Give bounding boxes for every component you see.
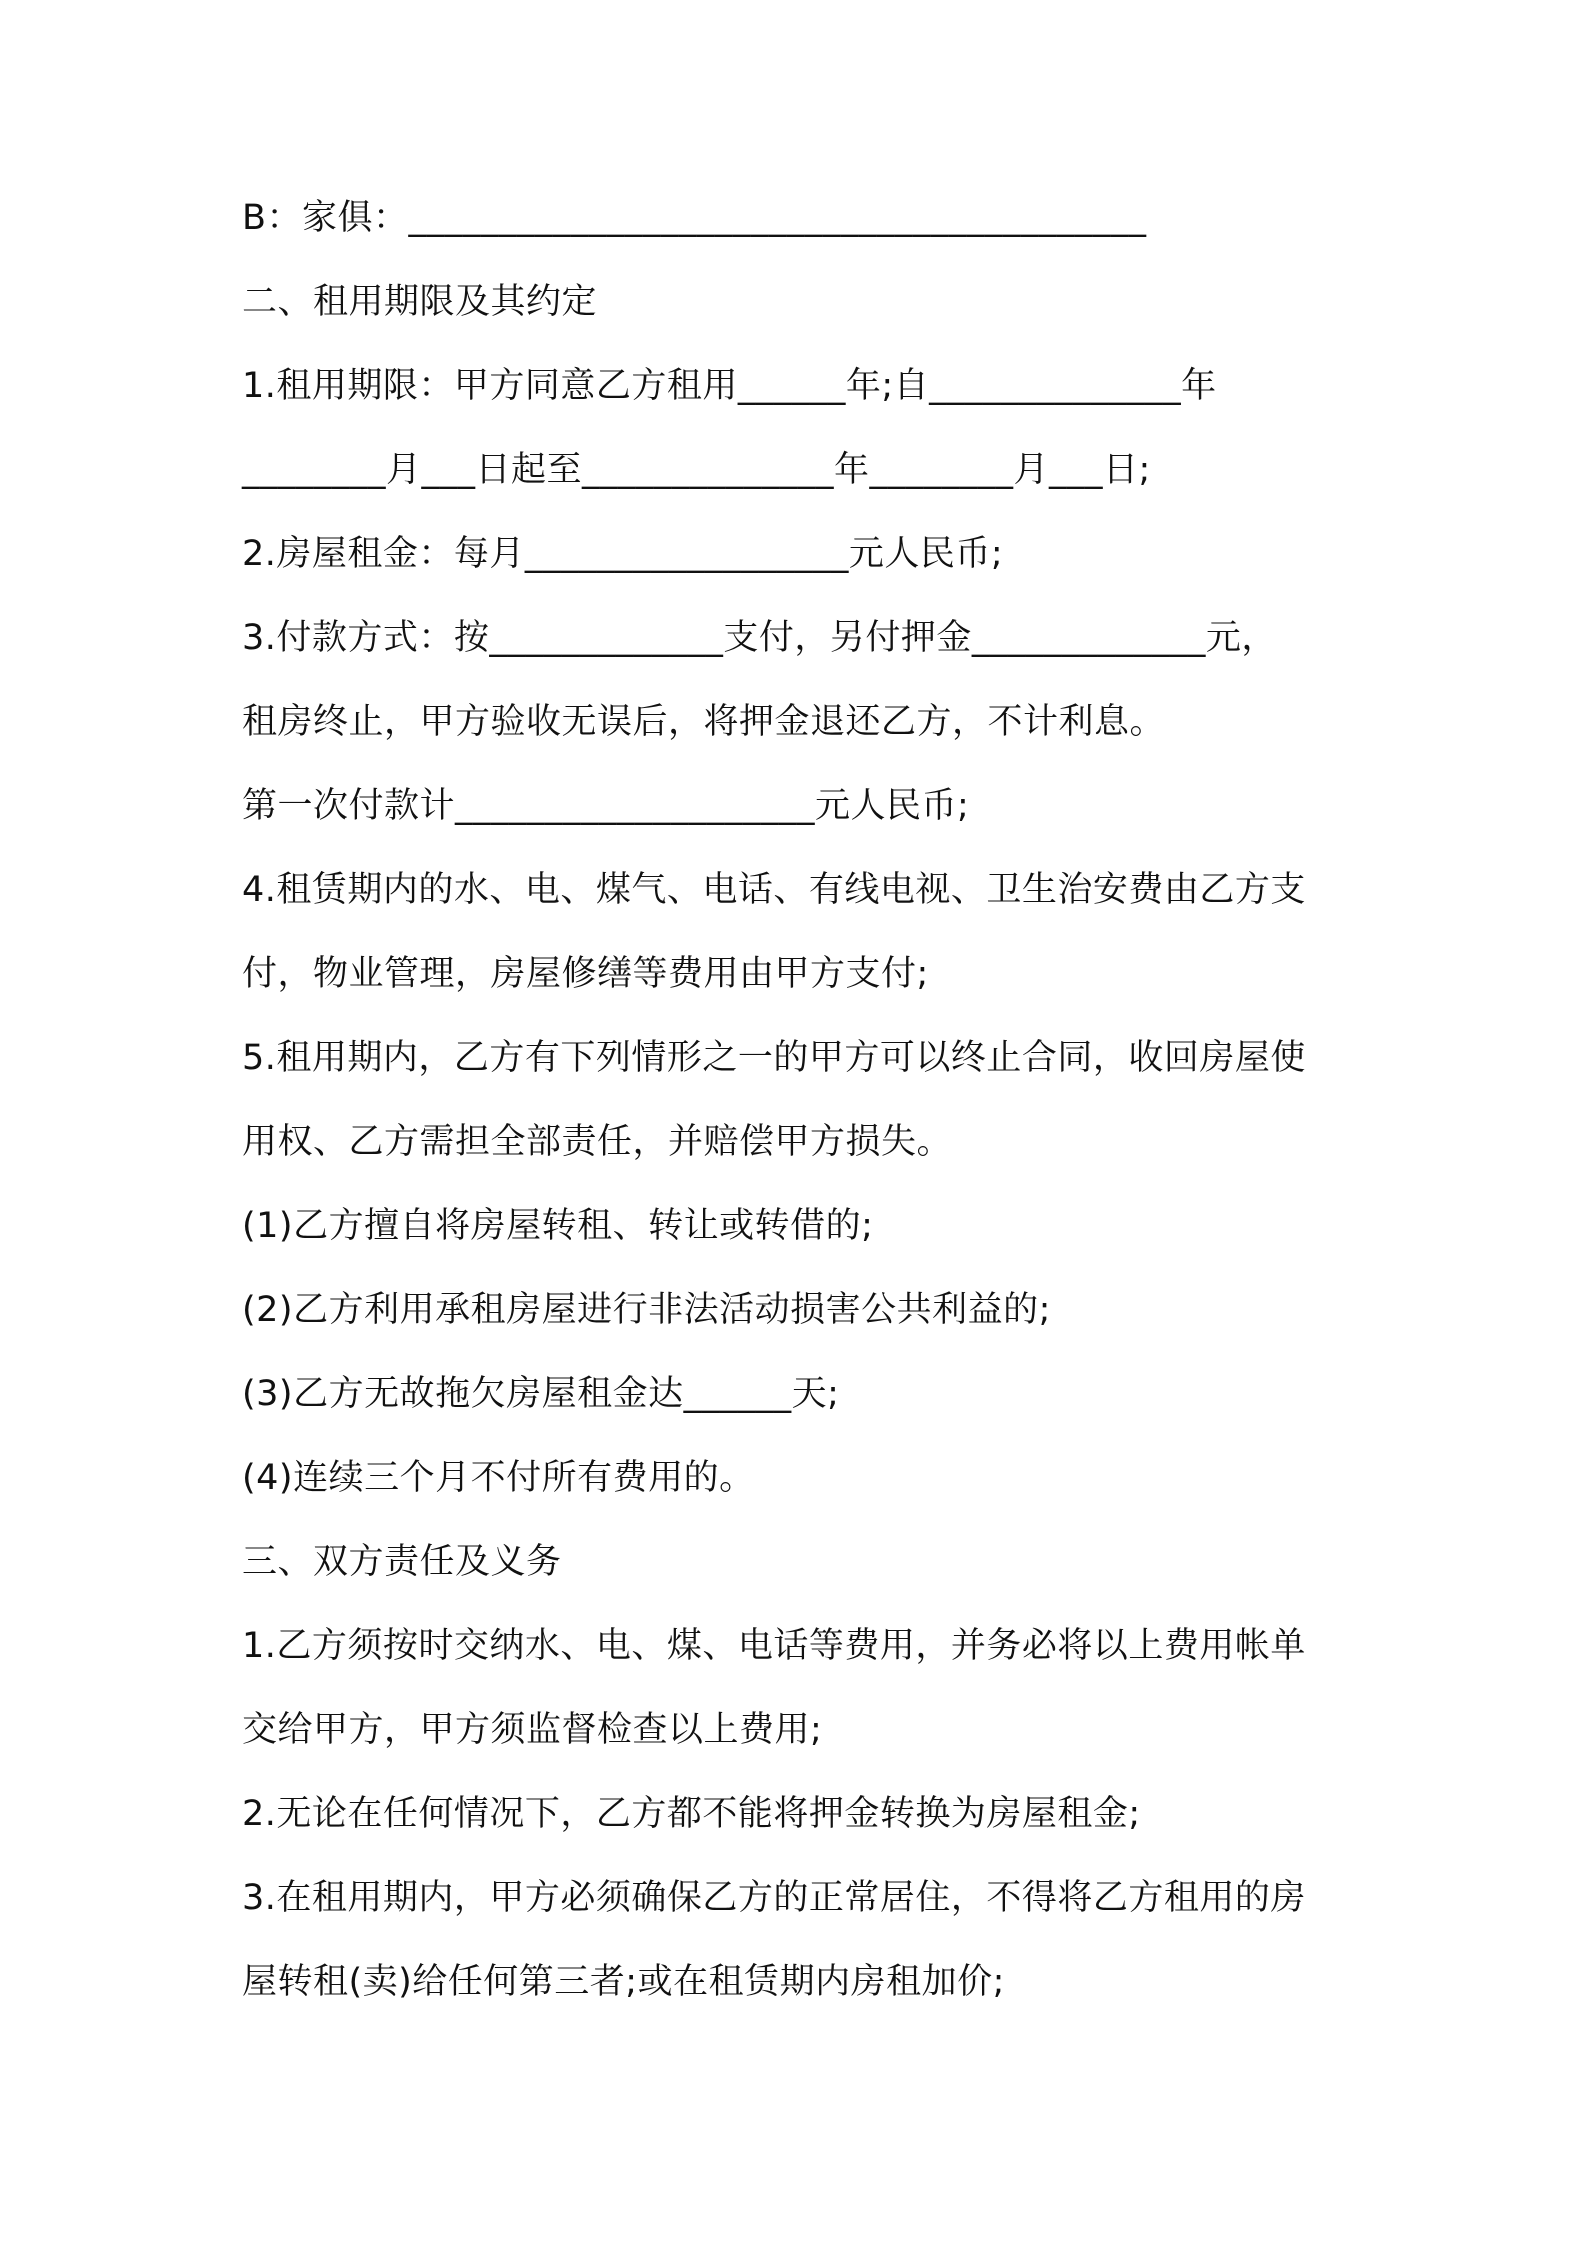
clause-item-4: (4)连续三个月不付所有费用的。 bbox=[242, 1458, 755, 1498]
termination-line-cont: 用权、乙方需担全部责任，并赔偿甲方损失。 bbox=[242, 1122, 953, 1162]
lease-term-line-cont: ________月___日起至______________年________月___日; bbox=[242, 450, 1151, 490]
rent-line: 2.房屋租金：每月__________________元人民币; bbox=[242, 534, 1004, 574]
utilities-line-cont: 付，物业管理，房屋修缮等费用由甲方支付; bbox=[242, 954, 929, 994]
duty-line-3-cont: 屋转租(卖)给任何第三者;或在租赁期内房租加价; bbox=[242, 1962, 1005, 2002]
document-body bbox=[242, 198, 1362, 2046]
duty-line-2: 2.无论在任何情况下，乙方都不能将押金转换为房屋租金; bbox=[242, 1794, 1141, 1834]
deposit-return-line: 租房终止，甲方验收无误后，将押金退还乙方，不计利息。 bbox=[242, 702, 1166, 742]
section-2-heading: 二、租用期限及其约定 bbox=[242, 282, 598, 322]
clause-item-1: (1)乙方擅自将房屋转租、转让或转借的; bbox=[242, 1206, 874, 1246]
duty-line-1-cont: 交给甲方，甲方须监督检查以上费用; bbox=[242, 1710, 823, 1750]
payment-method-line: 3.付款方式：按_____________支付，另付押金_____________元， bbox=[242, 618, 1277, 658]
utilities-line: 4.租赁期内的水、电、煤气、电话、有线电视、卫生治安费由乙方支 bbox=[242, 870, 1306, 910]
duty-line-3: 3.在租用期内，甲方必须确保乙方的正常居住，不得将乙方租用的房 bbox=[242, 1878, 1306, 1918]
clause-item-2: (2)乙方利用承租房屋进行非法活动损害公共利益的; bbox=[242, 1290, 1051, 1330]
section-3-heading: 三、双方责任及义务 bbox=[242, 1542, 562, 1582]
duty-line-1: 1.乙方须按时交纳水、电、煤、电话等费用，并务必将以上费用帐单 bbox=[242, 1626, 1306, 1666]
lease-term-line: 1.租用期限：甲方同意乙方租用______年;自______________年 bbox=[242, 366, 1217, 406]
termination-line: 5.租用期内，乙方有下列情形之一的甲方可以终止合同，收回房屋使 bbox=[242, 1038, 1306, 1078]
first-payment-line: 第一次付款计____________________元人民币; bbox=[242, 786, 970, 826]
clause-item-3: (3)乙方无故拖欠房屋租金达______天; bbox=[242, 1374, 840, 1414]
furniture-line: B：家俱：_________________________________________ bbox=[242, 198, 1147, 238]
